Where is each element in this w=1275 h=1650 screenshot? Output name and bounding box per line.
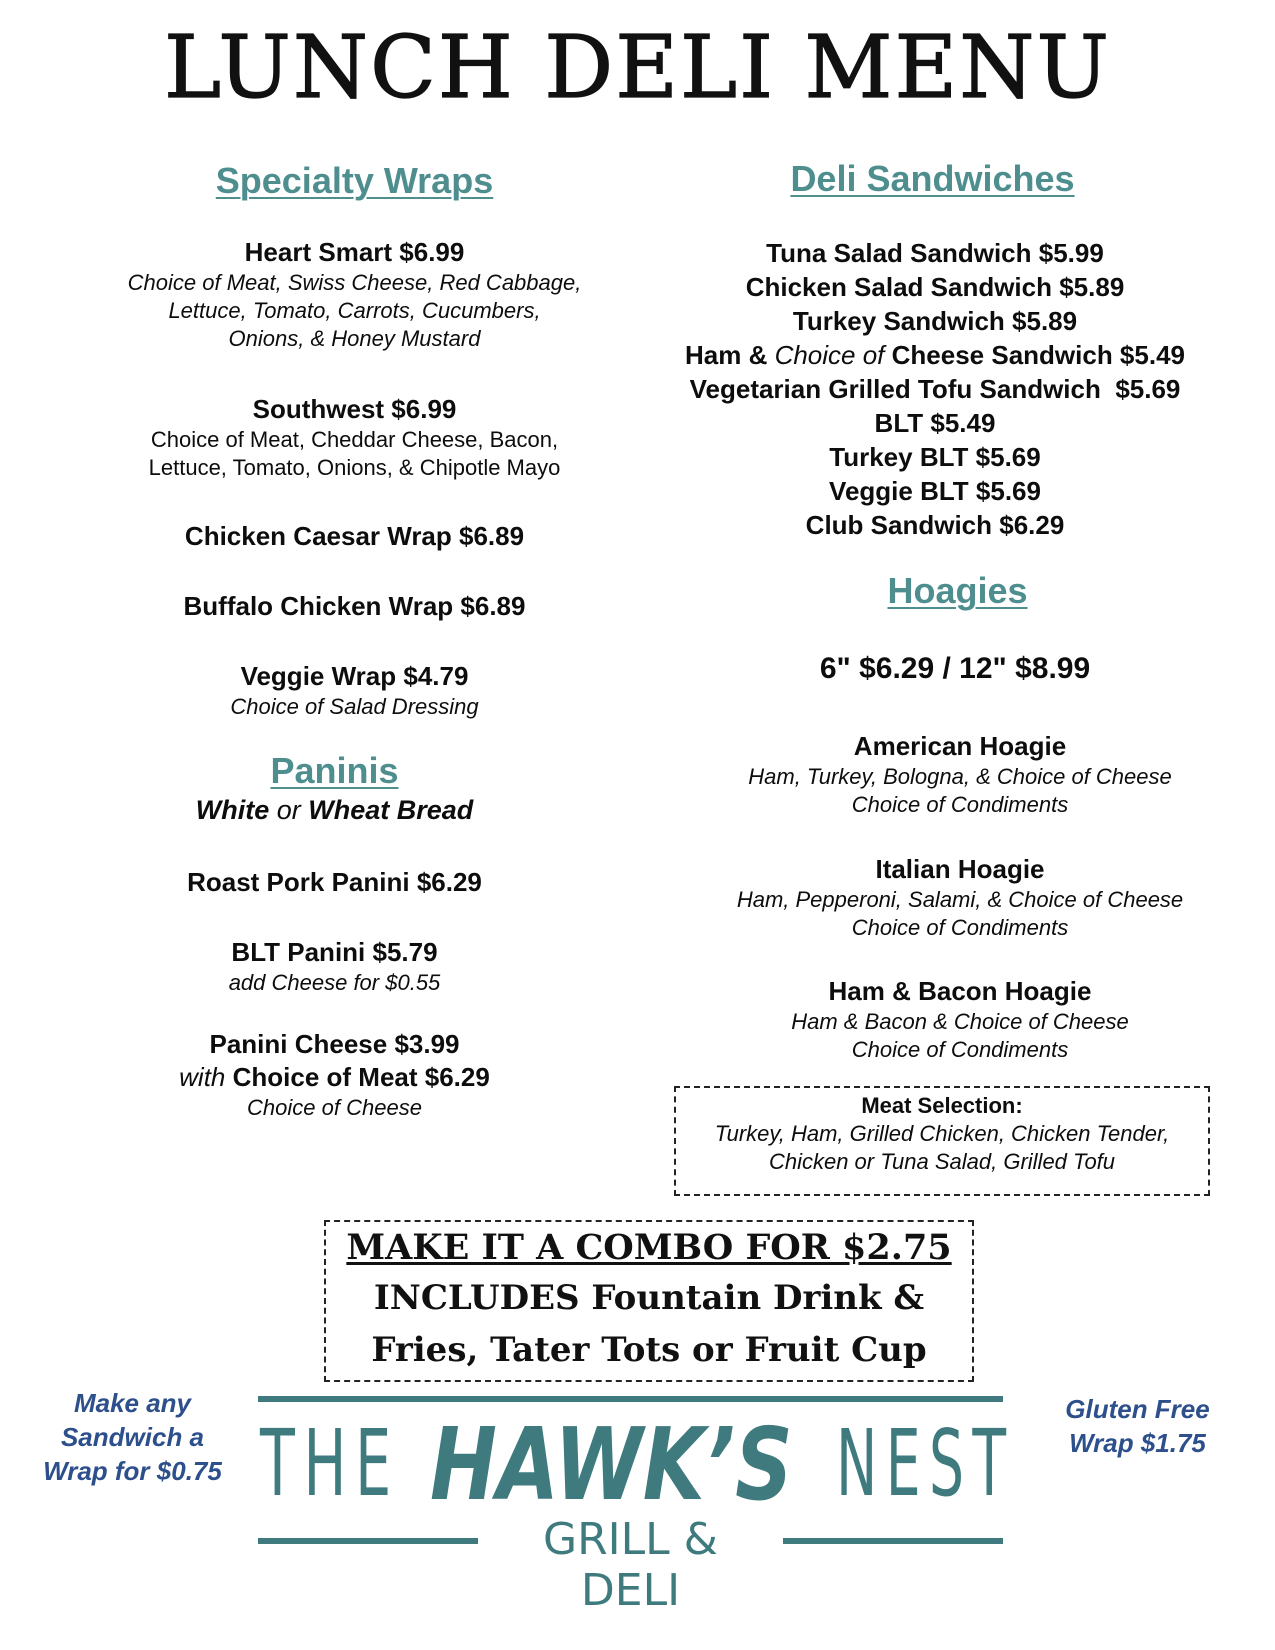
ham-choice: Choice of bbox=[774, 340, 885, 370]
item-desc: Choice of Meat, Cheddar Cheese, Bacon, bbox=[150, 427, 559, 452]
panini-item-cheese bbox=[62, 1028, 607, 1122]
note-line: Wrap $1.75 bbox=[1069, 1428, 1206, 1458]
item-name: Veggie Wrap $4.79 bbox=[240, 661, 469, 691]
item-name: Southwest $6.99 bbox=[252, 394, 457, 424]
sandwich-item: BLT $5.49 bbox=[874, 408, 996, 438]
item-desc: add Cheese for $0.55 bbox=[228, 970, 441, 995]
bread-wheat: Wheat Bread bbox=[308, 795, 474, 825]
item-desc: Choice of Cheese bbox=[247, 1095, 422, 1120]
sandwich-item: Tuna Salad Sandwich $5.99 bbox=[766, 238, 1104, 268]
hawks-nest-logo bbox=[258, 1396, 1015, 1616]
note-line: Gluten Free bbox=[1065, 1394, 1210, 1424]
sandwich-item: Turkey BLT $5.69 bbox=[829, 442, 1041, 472]
combo-sides: Fries, Tater Tots or Fruit Cup bbox=[371, 1330, 927, 1370]
item-desc: Ham, Pepperoni, Salami, & Choice of Cheese bbox=[736, 887, 1184, 912]
with-word: with bbox=[179, 1062, 226, 1092]
logo-hawks: HAWK’S bbox=[430, 1406, 793, 1523]
bread-white: White bbox=[195, 795, 270, 825]
combo-includes: INCLUDES Fountain Drink & bbox=[373, 1278, 925, 1318]
sandwich-list bbox=[640, 236, 1230, 542]
item-desc: Choice of Condiments bbox=[851, 792, 1069, 817]
meat-selection-box bbox=[674, 1086, 1210, 1196]
menu-title: LUNCH DELI MENU bbox=[164, 18, 1111, 118]
meat-selection-title: Meat Selection: bbox=[861, 1093, 1023, 1118]
gluten-free-note bbox=[1030, 1392, 1245, 1460]
note-line: Wrap for $0.75 bbox=[43, 1456, 222, 1486]
item-desc: Onions, & Honey Mustard bbox=[228, 326, 481, 351]
item-desc: Choice of Condiments bbox=[851, 915, 1069, 940]
logo-left-bar bbox=[258, 1538, 478, 1544]
wrap-item-chicken-caesar: Chicken Caesar Wrap $6.89 bbox=[184, 521, 525, 551]
item-name: Ham & Bacon Hoagie bbox=[828, 976, 1092, 1006]
panini-item-roast-pork: Roast Pork Panini $6.29 bbox=[187, 867, 482, 897]
item-name: Panini Cheese $3.99 bbox=[209, 1029, 460, 1059]
logo-nest: NEST bbox=[836, 1410, 1015, 1517]
sandwich-item: Veggie BLT $5.69 bbox=[829, 476, 1041, 506]
wrap-item-heart-smart bbox=[82, 236, 627, 353]
sandwich-item: Vegetarian Grilled Tofu Sandwich $5.69 bbox=[689, 374, 1181, 404]
logo-right-bar bbox=[783, 1538, 1003, 1544]
bread-or: or bbox=[269, 795, 309, 825]
logo-the: THE bbox=[260, 1410, 400, 1517]
wrap-item-southwest bbox=[82, 393, 627, 482]
item-desc: Ham & Bacon & Choice of Cheese bbox=[791, 1009, 1129, 1034]
deli-sandwiches-heading: Deli Sandwiches bbox=[790, 158, 1075, 199]
item-name: Heart Smart $6.99 bbox=[244, 237, 465, 267]
ham-suffix: Cheese Sandwich $5.49 bbox=[884, 340, 1185, 370]
item-desc: Choice of Salad Dressing bbox=[230, 694, 479, 719]
panini-bread-choice bbox=[62, 795, 607, 826]
ham-prefix: Ham & bbox=[684, 340, 775, 370]
logo-top-bar bbox=[258, 1396, 1003, 1402]
item-name: American Hoagie bbox=[853, 731, 1067, 761]
panini-item-blt bbox=[62, 936, 607, 997]
wrap-item-veggie bbox=[82, 660, 627, 721]
hoagie-item-italian bbox=[665, 853, 1255, 942]
item-desc: Choice of Meat, Swiss Cheese, Red Cabbage, bbox=[127, 270, 582, 295]
hoagies-heading: Hoagies bbox=[887, 570, 1028, 611]
note-line: Make any bbox=[73, 1388, 192, 1418]
item-with-meat bbox=[62, 1061, 607, 1094]
item-desc: Ham, Turkey, Bologna, & Choice of Cheese bbox=[748, 764, 1172, 789]
paninis-heading: Paninis bbox=[270, 750, 399, 791]
specialty-wraps-heading: Specialty Wraps bbox=[215, 160, 494, 201]
combo-headline: MAKE IT A COMBO FOR $2.75 bbox=[346, 1227, 952, 1268]
sandwich-item-ham bbox=[640, 338, 1230, 372]
sandwich-item: Turkey Sandwich $5.89 bbox=[792, 306, 1078, 336]
item-name: BLT Panini $5.79 bbox=[231, 937, 438, 967]
combo-box bbox=[324, 1220, 974, 1382]
with-rest: Choice of Meat $6.29 bbox=[225, 1062, 490, 1092]
wrap-item-buffalo-chicken: Buffalo Chicken Wrap $6.89 bbox=[183, 591, 526, 621]
item-desc: Choice of Condiments bbox=[851, 1037, 1069, 1062]
item-desc: Lettuce, Tomato, Carrots, Cucumbers, bbox=[168, 298, 541, 323]
sandwich-item: Club Sandwich $6.29 bbox=[805, 510, 1065, 540]
meat-selection-line: Turkey, Ham, Grilled Chicken, Chicken Tender, bbox=[714, 1121, 1170, 1146]
item-name: Italian Hoagie bbox=[875, 854, 1045, 884]
item-desc: Lettuce, Tomato, Onions, & Chipotle Mayo bbox=[148, 455, 561, 480]
hoagie-item-ham-bacon bbox=[665, 975, 1255, 1064]
hoagie-item-american bbox=[665, 730, 1255, 819]
logo-subtitle: GRILL & DELI bbox=[543, 1514, 718, 1616]
wrap-upgrade-note bbox=[20, 1386, 245, 1488]
note-line: Sandwich a bbox=[60, 1422, 205, 1452]
hoagie-price: 6" $6.29 / 12" $8.99 bbox=[819, 652, 1091, 685]
meat-selection-line: Chicken or Tuna Salad, Grilled Tofu bbox=[768, 1149, 1116, 1174]
sandwich-item: Chicken Salad Sandwich $5.89 bbox=[745, 272, 1125, 302]
